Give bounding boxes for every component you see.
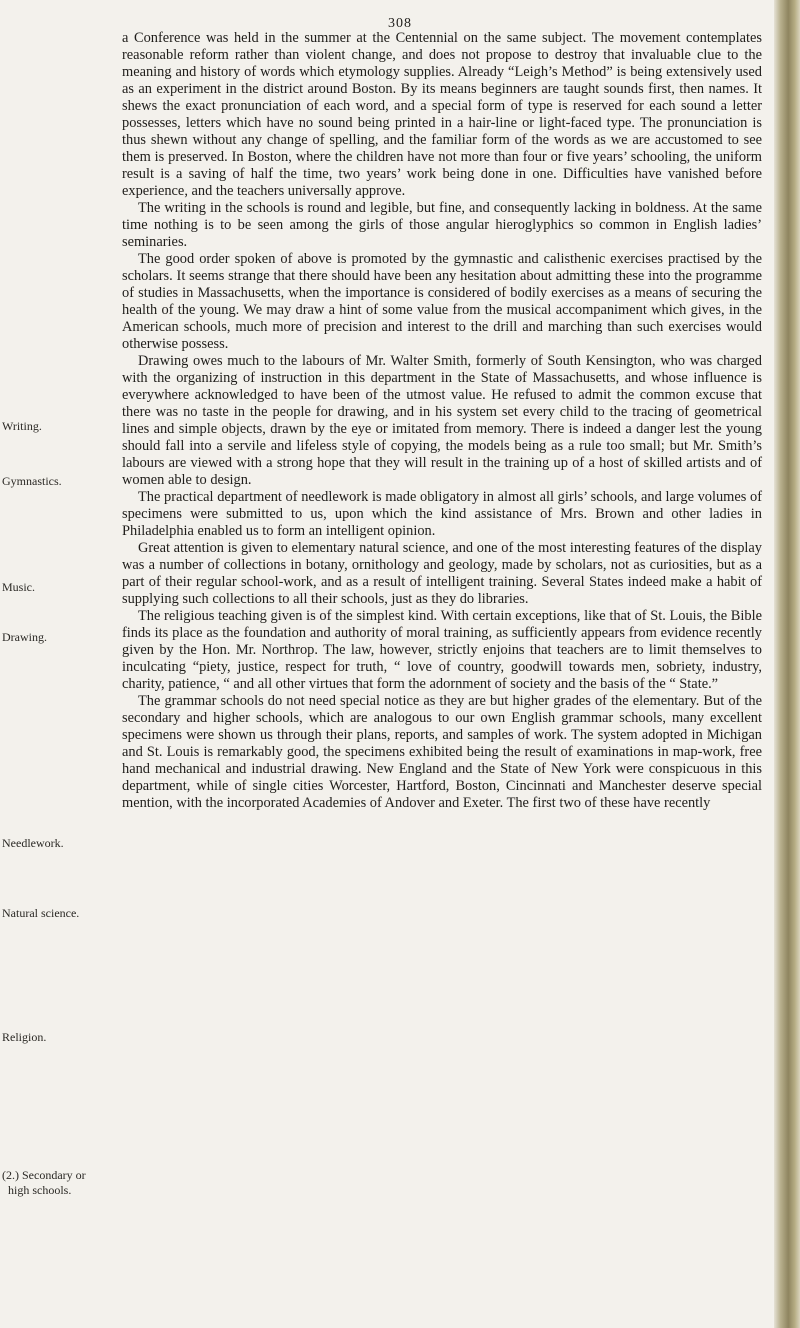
margin-note-natural-science: Natural science. <box>2 906 80 920</box>
margin-note-writing: Writing. <box>2 419 42 433</box>
paragraph-drawing: Drawing owes much to the labours of Mr. Walter Smith, formerly of South Kensington, who was charged with the organizing of instruction in this department in the State of Massachusetts, and whose influence is everywhere acknowledged to have been of the utmost value. He refused to admit the common excuse that there was no taste in the people for drawing, and in his system set every child to the tracing of geometrical lines and simple objects, drawn by the eye or imitated from memory. There is indeed a danger lest the young should fall into a servile and lifeless style of copying, the models being as a rule too small; but Mr. Smith’s labours are viewed with a strong hope that they will result in the training up of a host of skilled artists and of women able to design. <box>122 353 762 488</box>
margin-note-gymnastics: Gymnastics. <box>2 474 62 488</box>
margin-note-drawing: Drawing. <box>2 630 47 644</box>
paragraph-spelling-reform: a Conference was held in the summer at the Centennial on the same subject. The movement contemplates reasonable reform rather than violent change, and does not propose to destroy that invaluable clue to the meaning and history of words which etymology supplies. Already “Leigh’s Method” is being extensively used as an experiment in the district around Boston. By its means beginners are taught sounds first, then names. It shews the exact pronunciation of each word, and a special form of type is reserved for each sound a letter possesses, letters which have no sound being printed in a hair-line or light-faced type. The pronunciation is thus shewn without any change of spelling, and the familiar form of the words as we are accustomed to see them is preserved. In Boston, where the children have not more than four or five years’ schooling, the uniform result is a saving of half the time, two years’ work being done in one. Difficulties have vanished before experience, and the teachers universally approve. <box>122 30 762 199</box>
paragraph-secondary-schools: The grammar schools do not need special notice as they are but higher grades of the elementary. But of the secondary and higher schools, which are analogous to our own English grammar schools, many excellent specimens were shown us through their plans, reports, and samples of work. The system adopted in Michigan and St. Louis is remarkably good, the specimens exhibited being the result of examinations in map-work, free hand mechanical and industrial drawing. New England and the State of New York were conspicuous in this department, while of single cities Worcester, Hartford, Boston, Cincinnati and Manchester deserve special mention, with the incorporated Academies of Andover and Exeter. The first two of these have recently <box>122 693 762 811</box>
paragraph-writing: The writing in the schools is round and legible, but fine, and consequently lacking in boldness. At the same time nothing is to be seen among the girls of those angular hieroglyphics so common in English ladies’ seminaries. <box>122 200 762 250</box>
margin-note-secondary-line2: high schools. <box>8 1183 72 1197</box>
margin-note-needlework: Needlework. <box>2 836 64 850</box>
margin-note-music: Music. <box>2 580 35 594</box>
paragraph-needlework: The practical department of needlework is made obligatory in almost all girls’ schools, and large volumes of specimens were submitted to us, upon which the kind assistance of Mrs. Brown and other ladies in Philadelphia enabled us to form an intelligent opinion. <box>122 489 762 539</box>
paragraph-gymnastics-music: The good order spoken of above is promoted by the gymnastic and calisthenic exercises practised by the scholars. It seems strange that there should have been any hesitation about admitting these into the programme of studies in Massachusetts, when the importance is considered of bodily exercises as a means of securing the health of the young. We may draw a hint of some value from the musical accompaniment which gives, in the American schools, much more of precision and interest to the drill and marching than such exercises would otherwise possess. <box>122 251 762 352</box>
body-text <box>122 30 762 812</box>
paragraph-religion: The religious teaching given is of the simplest kind. With certain exceptions, like that of St. Louis, the Bible finds its place as the foundation and authority of moral training, as sufficiently appears from evidence recently given by the Hon. Mr. Northrop. The law, however, strictly enjoins that teachers are to limit themselves to inculcating “piety, justice, respect for truth, “ love of country, goodwill towards men, sobriety, industry, charity, patience, “ and all other virtues that form the adornment of society and the basis of the “ State.” <box>122 608 762 692</box>
paragraph-natural-science: Great attention is given to elementary natural science, and one of the most interesting features of the display was a number of collections in botany, ornithology and geology, made by scholars, not as curiosities, but as a part of their regular school-work, and as a result of intelligent training. Several States indeed make a habit of supplying such collections to all their schools, just as they do libraries. <box>122 540 762 607</box>
page-edge <box>774 0 800 1328</box>
page-number: 308 <box>388 16 412 31</box>
margin-notes <box>0 0 118 1328</box>
margin-note-religion: Religion. <box>2 1030 47 1044</box>
margin-note-secondary-line1: (2.) Secondary or <box>2 1168 86 1182</box>
